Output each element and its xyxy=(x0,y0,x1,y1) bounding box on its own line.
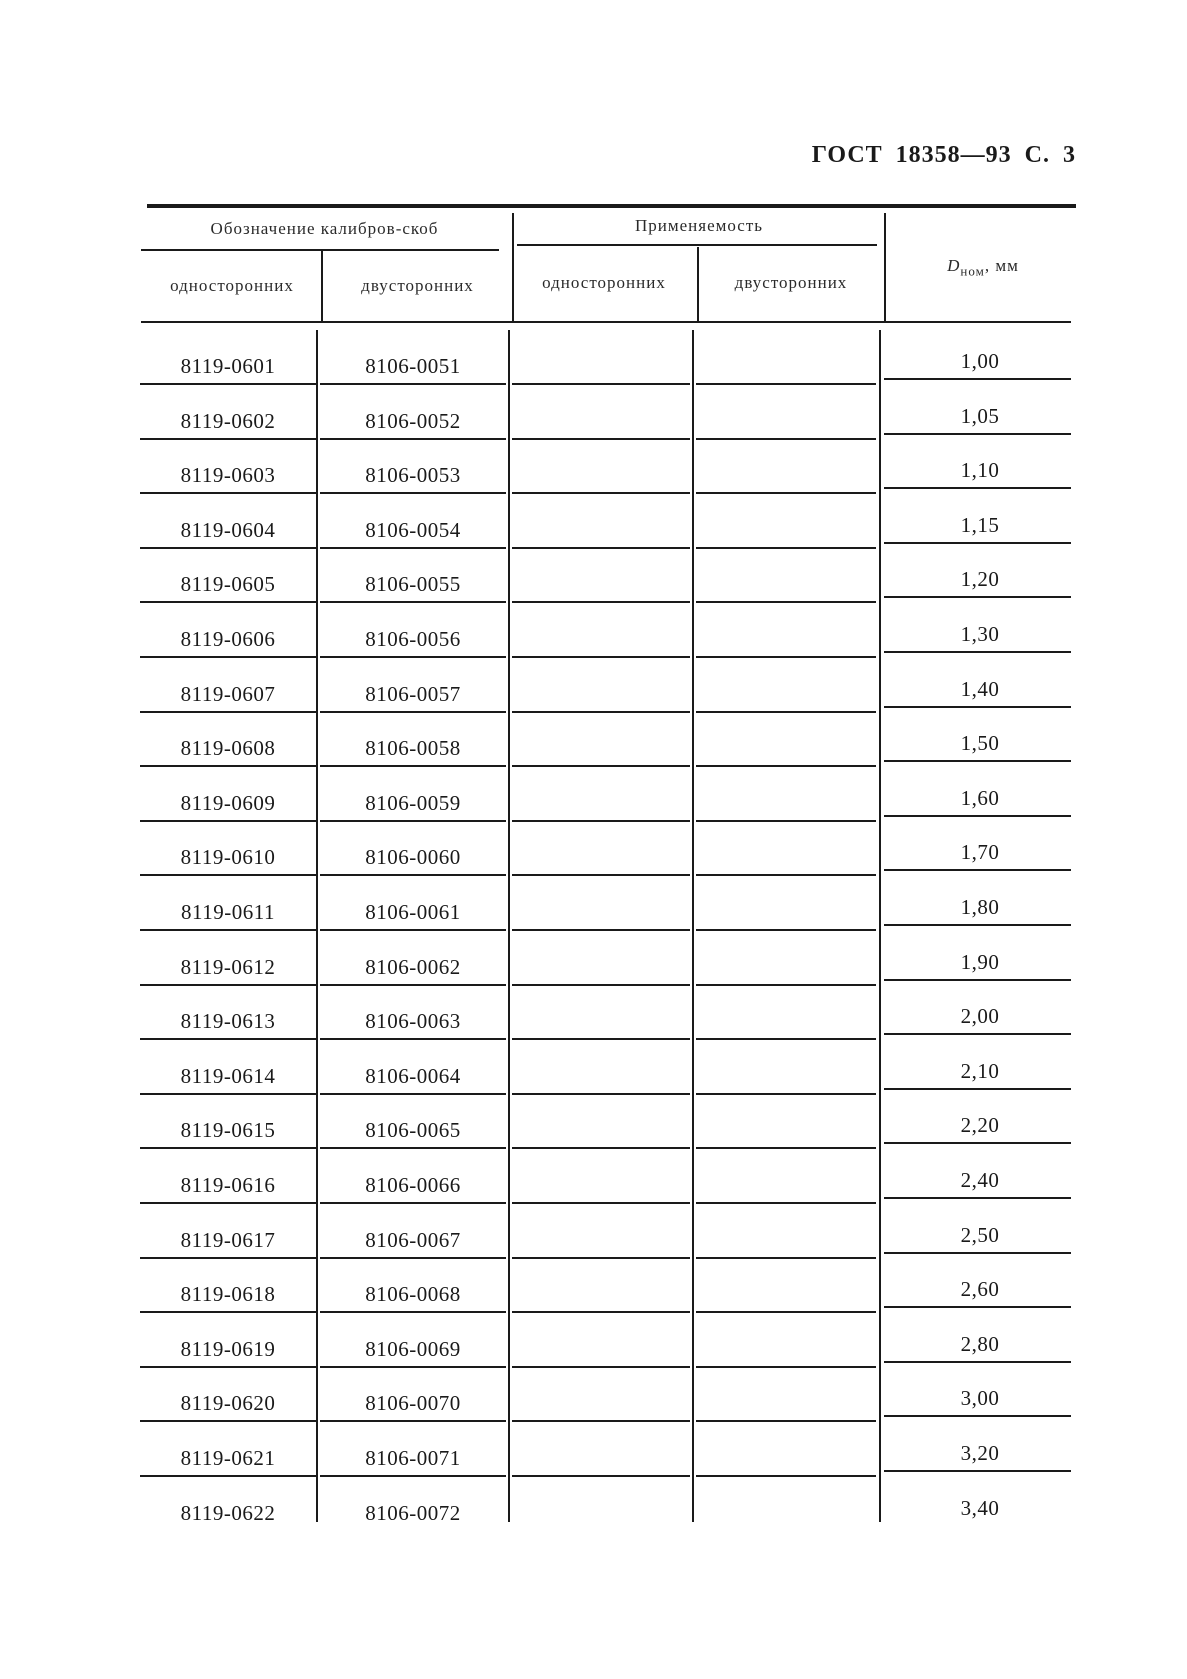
cell-two-sided: 8106-0066 xyxy=(365,1173,461,1197)
cell-two-sided: 8106-0059 xyxy=(365,791,461,815)
cell-two-sided: 8106-0069 xyxy=(365,1337,461,1361)
row-rule xyxy=(320,438,506,440)
row-rule xyxy=(884,1470,1071,1472)
table-top-rule xyxy=(147,204,1076,208)
cell-one-sided: 8119-0620 xyxy=(180,1391,276,1415)
row-rule xyxy=(884,924,1071,926)
dnom-unit: , мм xyxy=(984,256,1019,275)
row-rule xyxy=(696,383,876,385)
row-rule xyxy=(140,547,316,549)
row-rule xyxy=(696,1147,876,1149)
row-rule xyxy=(320,874,506,876)
row-rule xyxy=(320,1038,506,1040)
cell-dnom: 2,40 xyxy=(960,1168,1000,1192)
cell-two-sided: 8106-0070 xyxy=(365,1391,461,1415)
cell-dnom: 2,10 xyxy=(960,1059,1000,1083)
cell-two-sided: 8106-0063 xyxy=(365,1009,461,1033)
cell-one-sided: 8119-0603 xyxy=(180,463,276,487)
header-vrule-2 xyxy=(512,213,514,321)
row-rule xyxy=(696,492,876,494)
cell-dnom: 1,30 xyxy=(960,622,1000,646)
cell-dnom: 1,50 xyxy=(960,731,1000,755)
row-rule xyxy=(320,547,506,549)
cell-one-sided: 8119-0619 xyxy=(180,1337,276,1361)
cell-two-sided: 8106-0072 xyxy=(365,1501,461,1525)
cell-two-sided: 8106-0051 xyxy=(365,354,461,378)
cell-two-sided: 8106-0068 xyxy=(365,1282,461,1306)
row-rule xyxy=(512,492,690,494)
row-rule xyxy=(696,547,876,549)
cell-two-sided: 8106-0065 xyxy=(365,1118,461,1142)
header-applicability: Применяемость xyxy=(634,216,764,235)
cell-one-sided: 8119-0617 xyxy=(180,1228,276,1252)
cell-dnom: 1,15 xyxy=(960,513,1000,537)
row-rule xyxy=(696,438,876,440)
cell-one-sided: 8119-0612 xyxy=(180,955,276,979)
header-vrule-3 xyxy=(697,247,699,321)
row-rule xyxy=(696,1202,876,1204)
row-rule xyxy=(884,1361,1071,1363)
cell-two-sided: 8106-0062 xyxy=(365,955,461,979)
cell-two-sided: 8106-0056 xyxy=(365,627,461,651)
row-rule xyxy=(140,383,316,385)
header-app-one-sided: односторонних xyxy=(542,273,666,292)
cell-two-sided: 8106-0055 xyxy=(365,572,461,596)
cell-dnom: 3,40 xyxy=(960,1496,1000,1520)
cell-one-sided: 8119-0621 xyxy=(180,1446,276,1470)
cell-dnom: 2,80 xyxy=(960,1332,1000,1356)
row-rule xyxy=(696,984,876,986)
row-rule xyxy=(140,711,316,713)
cell-dnom: 1,70 xyxy=(960,840,1000,864)
cell-two-sided: 8106-0053 xyxy=(365,463,461,487)
row-rule xyxy=(512,547,690,549)
row-rule xyxy=(320,1257,506,1259)
cell-one-sided: 8119-0615 xyxy=(180,1118,276,1142)
row-rule xyxy=(884,1415,1071,1417)
cell-dnom: 3,00 xyxy=(960,1386,1000,1410)
row-rule xyxy=(512,711,690,713)
row-rule xyxy=(320,1475,506,1477)
row-rule xyxy=(512,601,690,603)
row-rule xyxy=(884,1088,1071,1090)
cell-dnom: 1,20 xyxy=(960,567,1000,591)
row-rule xyxy=(140,1038,316,1040)
row-rule xyxy=(320,711,506,713)
row-rule xyxy=(140,601,316,603)
cell-dnom: 2,60 xyxy=(960,1277,1000,1301)
header-rule-applicability xyxy=(517,244,877,246)
cell-two-sided: 8106-0071 xyxy=(365,1446,461,1470)
row-rule xyxy=(884,433,1071,435)
row-rule xyxy=(884,706,1071,708)
row-rule xyxy=(696,765,876,767)
header-app-two-sided: двусторонних xyxy=(734,273,848,292)
row-rule xyxy=(512,820,690,822)
row-rule xyxy=(512,1311,690,1313)
row-rule xyxy=(696,1366,876,1368)
cell-two-sided: 8106-0057 xyxy=(365,682,461,706)
row-rule xyxy=(884,651,1071,653)
cell-one-sided: 8119-0605 xyxy=(180,572,276,596)
cell-two-sided: 8106-0058 xyxy=(365,736,461,760)
header-two-sided: двусторонних xyxy=(361,276,474,295)
header-one-sided: односторонних xyxy=(170,276,294,295)
cell-two-sided: 8106-0054 xyxy=(365,518,461,542)
row-rule xyxy=(140,438,316,440)
row-rule xyxy=(512,1093,690,1095)
row-rule xyxy=(512,1147,690,1149)
row-rule xyxy=(320,765,506,767)
row-rule xyxy=(512,1202,690,1204)
row-rule xyxy=(884,487,1071,489)
row-rule xyxy=(140,1147,316,1149)
cell-dnom: 3,20 xyxy=(960,1441,1000,1465)
row-rule xyxy=(884,1033,1071,1035)
cell-one-sided: 8119-0610 xyxy=(180,845,276,869)
header-bottom-rule xyxy=(141,321,1071,323)
cell-two-sided: 8106-0061 xyxy=(365,900,461,924)
row-rule xyxy=(320,1366,506,1368)
row-rule xyxy=(320,1093,506,1095)
row-rule xyxy=(884,1306,1071,1308)
row-rule xyxy=(512,1257,690,1259)
row-rule xyxy=(696,1475,876,1477)
row-rule xyxy=(884,596,1071,598)
row-rule xyxy=(884,1252,1071,1254)
cell-one-sided: 8119-0611 xyxy=(181,900,275,924)
row-rule xyxy=(140,1366,316,1368)
header-dnom xyxy=(888,256,1078,279)
row-rule xyxy=(512,438,690,440)
cell-one-sided: 8119-0616 xyxy=(180,1173,276,1197)
row-rule xyxy=(696,656,876,658)
row-rule xyxy=(696,1093,876,1095)
row-rule xyxy=(140,656,316,658)
cell-dnom: 1,80 xyxy=(960,895,1000,919)
cell-dnom: 1,05 xyxy=(960,404,1000,428)
row-rule xyxy=(140,1420,316,1422)
row-rule xyxy=(320,984,506,986)
row-rule xyxy=(696,711,876,713)
row-rule xyxy=(140,984,316,986)
row-rule xyxy=(320,1202,506,1204)
cell-one-sided: 8119-0613 xyxy=(180,1009,276,1033)
row-rule xyxy=(512,1420,690,1422)
dnom-subscript: ном xyxy=(960,263,985,279)
body-vrule-1 xyxy=(316,330,318,1522)
row-rule xyxy=(140,1311,316,1313)
header-rule-designation xyxy=(141,249,499,251)
cell-dnom: 2,20 xyxy=(960,1113,1000,1137)
row-rule xyxy=(140,765,316,767)
row-rule xyxy=(140,929,316,931)
row-rule xyxy=(696,601,876,603)
body-vrule-2 xyxy=(508,330,510,1522)
row-rule xyxy=(512,1475,690,1477)
row-rule xyxy=(884,1142,1071,1144)
row-rule xyxy=(884,542,1071,544)
row-rule xyxy=(884,1197,1071,1199)
row-rule xyxy=(884,979,1071,981)
page-header: ГОСТ 18358—93 С. 3 xyxy=(811,142,1076,168)
cell-dnom: 1,10 xyxy=(960,458,1000,482)
row-rule xyxy=(320,383,506,385)
cell-dnom: 2,00 xyxy=(960,1004,1000,1028)
row-rule xyxy=(696,874,876,876)
row-rule xyxy=(696,1038,876,1040)
row-rule xyxy=(884,815,1071,817)
row-rule xyxy=(512,765,690,767)
row-rule xyxy=(696,929,876,931)
cell-one-sided: 8119-0609 xyxy=(180,791,276,815)
row-rule xyxy=(512,984,690,986)
row-rule xyxy=(320,929,506,931)
cell-two-sided: 8106-0060 xyxy=(365,845,461,869)
cell-two-sided: 8106-0067 xyxy=(365,1228,461,1252)
row-rule xyxy=(884,869,1071,871)
cell-dnom: 1,60 xyxy=(960,786,1000,810)
cell-one-sided: 8119-0604 xyxy=(180,518,276,542)
row-rule xyxy=(140,1093,316,1095)
row-rule xyxy=(140,874,316,876)
cell-dnom: 1,00 xyxy=(960,349,1000,373)
row-rule xyxy=(696,820,876,822)
row-rule xyxy=(512,1038,690,1040)
row-rule xyxy=(884,760,1071,762)
cell-dnom: 2,50 xyxy=(960,1223,1000,1247)
cell-two-sided: 8106-0064 xyxy=(365,1064,461,1088)
cell-one-sided: 8119-0606 xyxy=(180,627,276,651)
row-rule xyxy=(140,1257,316,1259)
row-rule xyxy=(140,820,316,822)
row-rule xyxy=(512,656,690,658)
dnom-symbol: D xyxy=(947,256,961,275)
row-rule xyxy=(320,1311,506,1313)
row-rule xyxy=(320,656,506,658)
row-rule xyxy=(140,492,316,494)
row-rule xyxy=(320,1420,506,1422)
cell-one-sided: 8119-0601 xyxy=(180,354,276,378)
row-rule xyxy=(512,383,690,385)
body-vrule-4 xyxy=(879,330,881,1522)
cell-one-sided: 8119-0602 xyxy=(180,409,276,433)
row-rule xyxy=(140,1202,316,1204)
cell-one-sided: 8119-0622 xyxy=(180,1501,276,1525)
cell-dnom: 1,40 xyxy=(960,677,1000,701)
row-rule xyxy=(884,378,1071,380)
row-rule xyxy=(320,492,506,494)
cell-dnom: 1,90 xyxy=(960,950,1000,974)
cell-one-sided: 8119-0618 xyxy=(180,1282,276,1306)
row-rule xyxy=(696,1257,876,1259)
cell-one-sided: 8119-0614 xyxy=(180,1064,276,1088)
header-vrule-1 xyxy=(321,250,323,322)
cell-one-sided: 8119-0607 xyxy=(180,682,276,706)
header-vrule-4 xyxy=(884,213,886,321)
row-rule xyxy=(512,1366,690,1368)
row-rule xyxy=(320,820,506,822)
row-rule xyxy=(696,1311,876,1313)
header-designation: Обозначение калибров-скоб xyxy=(210,219,439,238)
row-rule xyxy=(320,1147,506,1149)
row-rule xyxy=(140,1475,316,1477)
row-rule xyxy=(320,601,506,603)
cell-one-sided: 8119-0608 xyxy=(180,736,276,760)
cell-two-sided: 8106-0052 xyxy=(365,409,461,433)
row-rule xyxy=(512,874,690,876)
row-rule xyxy=(696,1420,876,1422)
body-vrule-3 xyxy=(692,330,694,1522)
row-rule xyxy=(512,929,690,931)
